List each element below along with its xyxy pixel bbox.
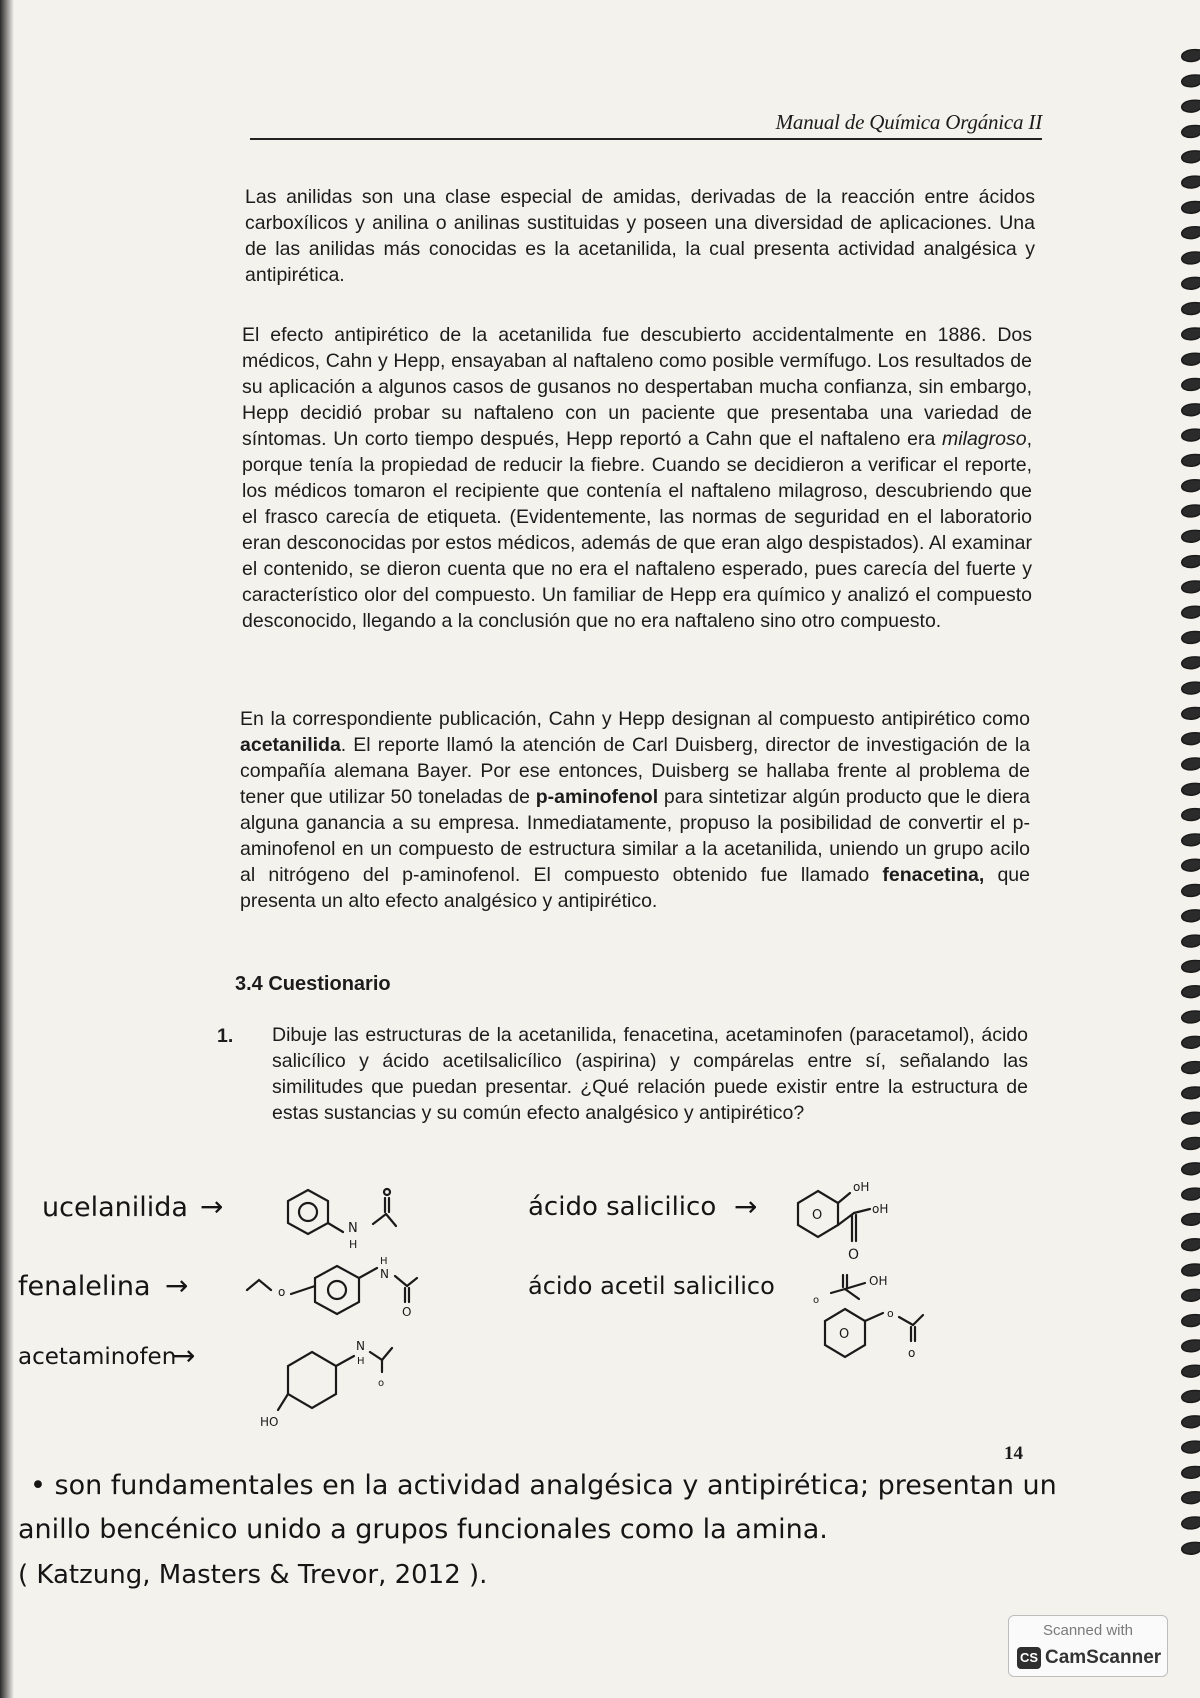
spiral-coil <box>1182 606 1200 618</box>
atom-o: o <box>378 1378 385 1389</box>
term-fenacetina: fenacetina, <box>882 864 985 886</box>
spiral-coil <box>1182 328 1200 340</box>
spiral-binding <box>1174 40 1200 1570</box>
spiral-coil <box>1182 1441 1200 1453</box>
spiral-coil <box>1182 910 1200 922</box>
spiral-coil <box>1182 733 1200 745</box>
spiral-coil <box>1182 1492 1200 1504</box>
question-number: 1. <box>217 1025 234 1047</box>
arrow-acetanilida: → <box>200 1190 224 1223</box>
spiral-coil <box>1182 454 1200 466</box>
structure-acido-salicilico <box>790 1175 930 1275</box>
spiral-coil <box>1182 1391 1200 1403</box>
paragraph-history <box>242 322 1032 634</box>
spiral-coil <box>1182 201 1200 213</box>
section-title: 3.4 Cuestionario <box>235 973 391 995</box>
arrow-fenacetina: → <box>165 1269 189 1302</box>
question-text: Dibuje las estructuras de la acetanilida, fenacetina, acetaminofen (paracetamol), ácido salicílico y ácido acetilsalicílico (aspirina) y compárelas entre sí, señalando las similitudes que puedan presentar. ¿Qué relación puede existir entre la estructura de estas sustancias y su común efecto analgésico y antipirético? <box>272 1024 1028 1124</box>
atom-o: o <box>887 1307 894 1320</box>
atom-ring-o: O <box>839 1327 850 1342</box>
atom-o: o <box>813 1295 820 1306</box>
spiral-coil <box>1182 657 1200 669</box>
atom-n: N <box>356 1339 365 1353</box>
atom-ring-o: O <box>812 1208 823 1223</box>
spiral-coil <box>1182 960 1200 972</box>
spiral-coil <box>1182 809 1200 821</box>
p2-text-a: El efecto antipirético de la acetanilida fue descubierto accidentalmente en 1886. Dos médicos, Cahn y Hepp, ensayaban al naftaleno como posible vermífugo. Los resultados de su aplicación a algunos casos de gusanos no despertaban mucha confianza, sin embargo, Hepp decidió probar su naftaleno con un paciente que presentaba una variedad de síntomas. Un corto tiempo después, Hepp reportó a Cahn que el naftaleno era <box>242 324 1032 450</box>
atom-o: O <box>848 1247 860 1263</box>
spiral-coil <box>1182 227 1200 239</box>
spiral-coil <box>1182 303 1200 315</box>
spiral-coil <box>1182 1112 1200 1124</box>
spiral-coil <box>1182 1466 1200 1478</box>
answer-line-2: anillo bencénico unido a grupos funcionales como la amina. <box>18 1514 828 1545</box>
spiral-coil <box>1182 75 1200 87</box>
spiral-coil <box>1182 1542 1200 1554</box>
page-number: 14 <box>1004 1443 1023 1464</box>
p3-text-c: para sintetizar algún producto que le diera alguna ganancia a su empresa. Inmediatamente, propuso la posibilidad de convertir el p-aminofenol en un compuesto de estructura similar a la acetanilida, uniendo un grupo acilo al nitrógeno del p-aminofenol. El compuesto obtenido fue llamado <box>240 786 1030 886</box>
spiral-coil <box>1182 1264 1200 1276</box>
label-acido-acetilsalicilico: ácido acetil salicilico <box>528 1272 775 1300</box>
spiral-coil <box>1182 783 1200 795</box>
spiral-coil <box>1182 379 1200 391</box>
atom-h: H <box>357 1356 365 1367</box>
spiral-coil <box>1182 1289 1200 1301</box>
spiral-coil <box>1182 151 1200 163</box>
spiral-coil <box>1182 632 1200 644</box>
structure-acido-acetilsalicilico <box>805 1265 955 1385</box>
spiral-coil <box>1182 682 1200 694</box>
atom-h: H <box>349 1238 358 1251</box>
atom-o: o <box>278 1285 286 1299</box>
spiral-coil <box>1182 1416 1200 1428</box>
spiral-coil <box>1182 1087 1200 1099</box>
spiral-coil <box>1182 50 1200 62</box>
spiral-coil <box>1182 530 1200 542</box>
atom-ho: HO <box>260 1415 279 1429</box>
atom-n: N <box>348 1221 358 1236</box>
p3-text-a: En la correspondiente publicación, Cahn y Hepp designan al compuesto antipirético como <box>240 708 1030 730</box>
answer-citation: ( Katzung, Masters & Trevor, 2012 ). <box>18 1560 488 1590</box>
spiral-coil <box>1182 353 1200 365</box>
atom-oh: OH <box>869 1274 888 1288</box>
spiral-coil <box>1182 859 1200 871</box>
spiral-coil <box>1182 1138 1200 1150</box>
atom-h: H <box>380 1256 388 1267</box>
paragraph-duisberg <box>240 706 1030 914</box>
term-acetanilida: acetanilida <box>240 734 341 756</box>
spiral-coil <box>1182 1315 1200 1327</box>
paragraph-anilidas: Las anilidas son una clase especial de amidas, derivadas de la reacción entre ácidos carboxílicos y anilina o anilinas sustituidas y poseen una diversidad de aplicaciones. Una de las anilidas más conocidas es la acetanilida, la cual presenta actividad analgésica y antipirética. <box>245 186 1035 286</box>
spiral-coil <box>1182 758 1200 770</box>
watermark-caption: Scanned with <box>1042 1622 1134 1639</box>
spiral-coil <box>1182 1011 1200 1023</box>
atom-o: O <box>402 1305 412 1319</box>
label-fenacetina: fenalelina <box>18 1271 151 1302</box>
spiral-coil <box>1182 429 1200 441</box>
atom-n: N <box>380 1267 389 1281</box>
spiral-coil <box>1182 277 1200 289</box>
p3-text-d: que presenta un alto efecto analgésico y antipirético. <box>240 864 1030 912</box>
spiral-coil <box>1182 1062 1200 1074</box>
spiral-coil <box>1182 1188 1200 1200</box>
spiral-coil <box>1182 885 1200 897</box>
spiral-coil <box>1182 480 1200 492</box>
scan-edge-shadow <box>0 0 14 1698</box>
term-p-aminofenol: p-aminofenol <box>535 786 659 808</box>
spiral-coil <box>1182 707 1200 719</box>
spiral-coil <box>1182 1340 1200 1352</box>
p2-text-b: , porque tenía la propiedad de reducir la fiebre. Cuando se decidieron a verificar el reporte, los médicos tomaron el recipiente que contenía el naftaleno milagroso, descubriendo que el frasco carecía de etiqueta. (Evidentemente, las normas de seguridad en el laboratorio eran desconocidas por estos médicos, además de que eran algo despistados). Al examinar el contenido, se dieron cuenta que no era el naftaleno esperado, pues carecía del fuerte y característico olor del compuesto. Un familiar de Hepp era químico y analizó el compuesto desconocido, llegando a la conclusión que no era naftaleno sino otro compuesto. <box>242 428 1032 632</box>
camscanner-logo-icon: CS <box>1017 1647 1041 1669</box>
spiral-coil <box>1182 1036 1200 1048</box>
atom-oh: oH <box>872 1202 889 1216</box>
structure-acetaminofen <box>260 1330 420 1440</box>
spiral-coil <box>1182 935 1200 947</box>
p3-text-b: . El reporte llamó la atención de Carl Duisberg, director de investigación de la compañía alemana Bayer. Por ese entonces, Duisberg se hallaba frente al problema de tener que utilizar 50 toneladas de <box>240 734 1030 808</box>
watermark-brand: CamScanner <box>1045 1647 1162 1668</box>
spiral-coil <box>1182 556 1200 568</box>
spiral-coil <box>1182 1163 1200 1175</box>
spiral-coil <box>1182 986 1200 998</box>
arrow-salicilico: → <box>734 1190 758 1223</box>
spiral-coil <box>1182 581 1200 593</box>
camscanner-watermark <box>1008 1615 1168 1677</box>
label-acetaminofen: acetaminofen <box>18 1344 177 1370</box>
spiral-coil <box>1182 100 1200 112</box>
spiral-coil <box>1182 1213 1200 1225</box>
spiral-coil <box>1182 1239 1200 1251</box>
running-header: Manual de Química Orgánica II <box>250 110 1042 140</box>
spiral-coil <box>1182 126 1200 138</box>
atom-oh: oH <box>853 1180 870 1194</box>
arrow-acetaminofen: → <box>172 1339 196 1372</box>
spiral-coil <box>1182 252 1200 264</box>
spiral-coil <box>1182 834 1200 846</box>
structure-fenacetina <box>245 1250 455 1340</box>
atom-o: o <box>908 1346 916 1360</box>
label-acetanilida: ucelanilida <box>42 1192 188 1223</box>
structure-acetanilida <box>278 1182 428 1252</box>
spiral-coil <box>1182 404 1200 416</box>
spiral-coil <box>1182 176 1200 188</box>
p2-italic-milagroso: milagroso <box>942 428 1027 450</box>
label-acido-salicilico: ácido salicilico <box>528 1192 717 1222</box>
spiral-coil <box>1182 1517 1200 1529</box>
answer-line-1: • son fundamentales en la actividad analgésica y antipirética; presentan un <box>30 1470 1057 1501</box>
spiral-coil <box>1182 505 1200 517</box>
spiral-coil <box>1182 1365 1200 1377</box>
